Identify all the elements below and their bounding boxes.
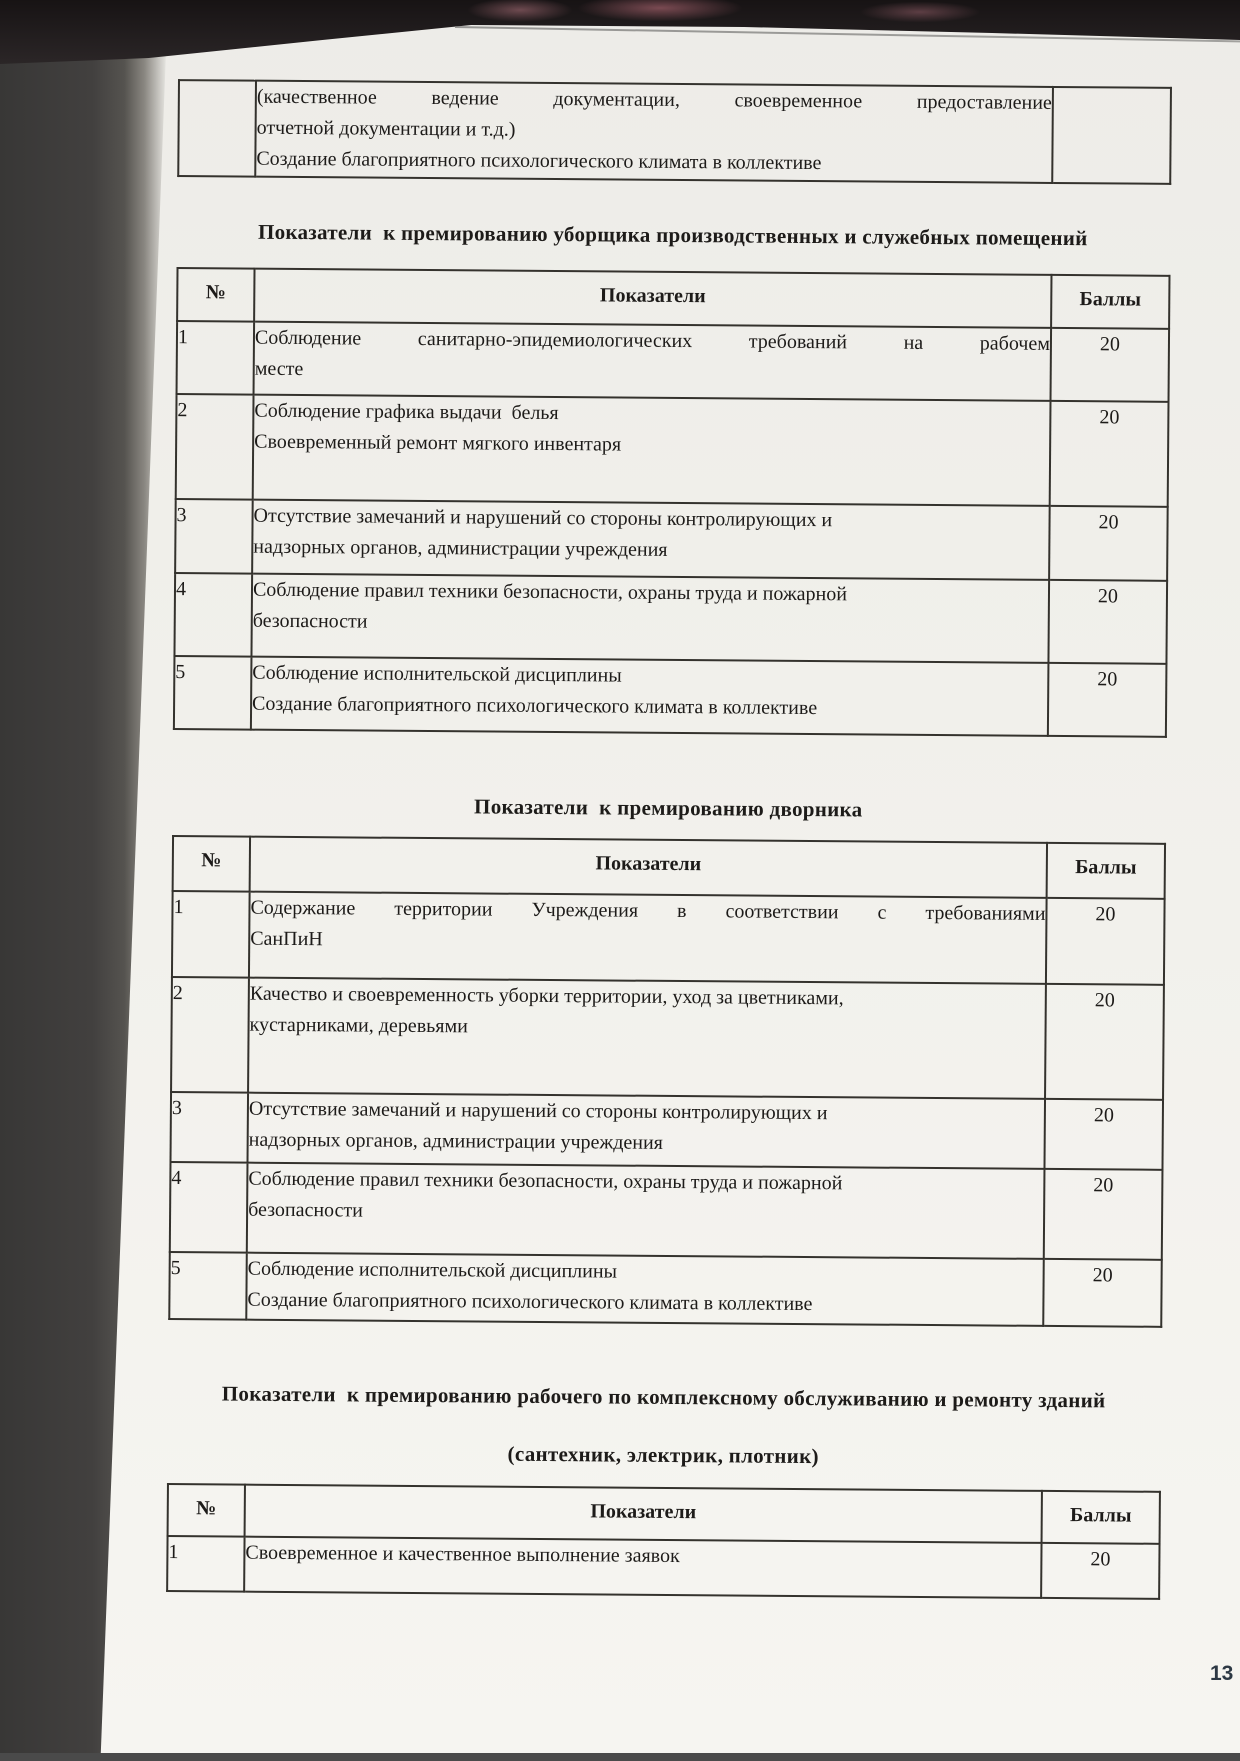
table-row [178,80,1171,184]
indicator-text: Соблюдение правил техники безопасности, охраны труда и пожарной [248,1167,843,1195]
table-row [169,1252,1161,1327]
table-row [175,499,1168,581]
indicator-text: Соблюдение исполнительской дисциплины [247,1257,618,1283]
row-number-cell: 3 [171,1092,249,1163]
header-num: № [173,836,250,892]
table-header-row [173,836,1165,899]
indicator-cell [255,81,1053,183]
indicator-cell [244,1537,1041,1598]
table-row [171,1092,1164,1170]
indicator-text: Создание благоприятного психологического климата в коллективе [256,147,822,175]
table-row [167,1536,1159,1599]
header-score: Баллы [1047,843,1165,899]
indicator-cell [249,892,1047,984]
indicator-cell [254,322,1052,401]
indicator-cell [252,500,1050,580]
row-number-cell: 2 [176,394,254,500]
table-row [174,656,1167,737]
indicator-text: Отсутствие замечаний и нарушений со стороны контролирующих и [253,504,833,532]
section-subtitle-repair: (сантехник, электрик, плотник) [507,1441,819,1469]
score-cell: 20 [1048,580,1167,664]
table-header-row [168,1484,1160,1544]
section-title-janitor: Показатели к премированию дворника [474,794,863,822]
indicator-cell [253,395,1051,506]
score-cell [1052,87,1171,184]
section-title-cleaner: Показатели к премированию уборщика производственных и служебных помещений [257,219,1088,251]
continuation-table [177,79,1172,185]
section-title-repair: Показатели к премированию рабочего по комплексному обслуживанию и ремонту зданий [221,1381,1106,1413]
table-row [176,394,1169,507]
indicator-text: Соблюдение санитарно-эпидемиологических требований на рабочем [254,326,1051,355]
table-row [171,977,1164,1100]
indicator-text: Своевременный ремонт мягкого инвентаря [254,430,622,456]
indicator-text: Содержание территории Учреждения в соответствии с требованиями [250,896,1046,925]
indicator-cell [251,574,1049,663]
table-row [177,321,1170,402]
indicator-text: Отсутствие замечаний и нарушений со стороны контролирующих и [248,1097,828,1125]
header-num: № [177,268,254,322]
indicator-cell [251,657,1049,736]
row-number-cell: 1 [177,321,255,395]
score-cell: 20 [1044,1099,1163,1170]
indicator-text: месте [254,357,304,381]
indicator-text: Соблюдение исполнительской дисциплины [252,661,622,687]
table-row [172,891,1165,985]
row-number-cell: 3 [175,499,253,574]
header-indicator: Показатели [254,269,1051,328]
indicator-cell [248,978,1046,1099]
score-cell: 20 [1041,1543,1159,1599]
indicator-text: Создание благоприятного психологического климата в коллективе [252,692,818,720]
score-cell: 20 [1048,663,1167,737]
score-cell: 20 [1043,1259,1162,1327]
indicator-text: Своевременное и качественное выполнение заявок [245,1541,680,1568]
indicator-text: (качественное ведение документации, своевременное предоставление [256,85,1052,114]
row-number-cell: 4 [174,573,252,657]
table-header-row [177,268,1169,329]
header-num: № [168,1484,245,1537]
indicator-cell [247,1163,1045,1259]
table-row [174,573,1167,664]
indicator-text: кустарниками, деревьями [249,1013,468,1038]
indicator-text: Создание благоприятного психологического климата в коллективе [247,1288,813,1316]
bonus-table-cleaner [173,267,1171,738]
score-cell: 20 [1050,401,1169,507]
indicator-text: безопасности [248,1198,364,1222]
score-cell: 20 [1045,984,1164,1100]
indicator-text: Соблюдение правил техники безопасности, охраны труда и пожарной [252,578,848,606]
row-number-cell [178,80,256,177]
indicator-text: надзорных органов, администрации учреждения [253,535,668,561]
row-number-cell: 5 [174,656,252,730]
indicator-text: СанПиН [250,927,323,951]
row-number-cell: 1 [172,891,250,978]
header-indicator: Показатели [250,837,1047,898]
page-number: 13 [1210,1662,1234,1685]
row-number-cell: 5 [169,1252,247,1320]
indicator-text: отчетной документации и т.д.) [256,116,516,141]
header-score: Баллы [1042,1491,1160,1544]
indicator-text: Соблюдение графика выдачи белья [254,399,559,425]
score-cell: 20 [1049,506,1168,581]
bonus-table-janitor [168,835,1166,1328]
indicator-text: Качество и своевременность уборки территории, уход за цветниками, [249,982,844,1010]
indicator-text: надзорных органов, администрации учреждения [248,1128,663,1154]
row-number-cell: 2 [171,977,249,1093]
header-score: Баллы [1051,275,1169,329]
table-row [170,1162,1163,1260]
row-number-cell: 1 [167,1536,244,1592]
score-cell: 20 [1051,328,1170,402]
row-number-cell: 4 [170,1162,248,1253]
score-cell: 20 [1044,1169,1163,1260]
header-indicator: Показатели [245,1485,1042,1543]
indicator-cell [247,1093,1045,1169]
score-cell: 20 [1046,898,1165,985]
bonus-table-repair-worker [166,1483,1161,1600]
indicator-text: безопасности [252,609,368,633]
indicator-cell [246,1253,1044,1326]
